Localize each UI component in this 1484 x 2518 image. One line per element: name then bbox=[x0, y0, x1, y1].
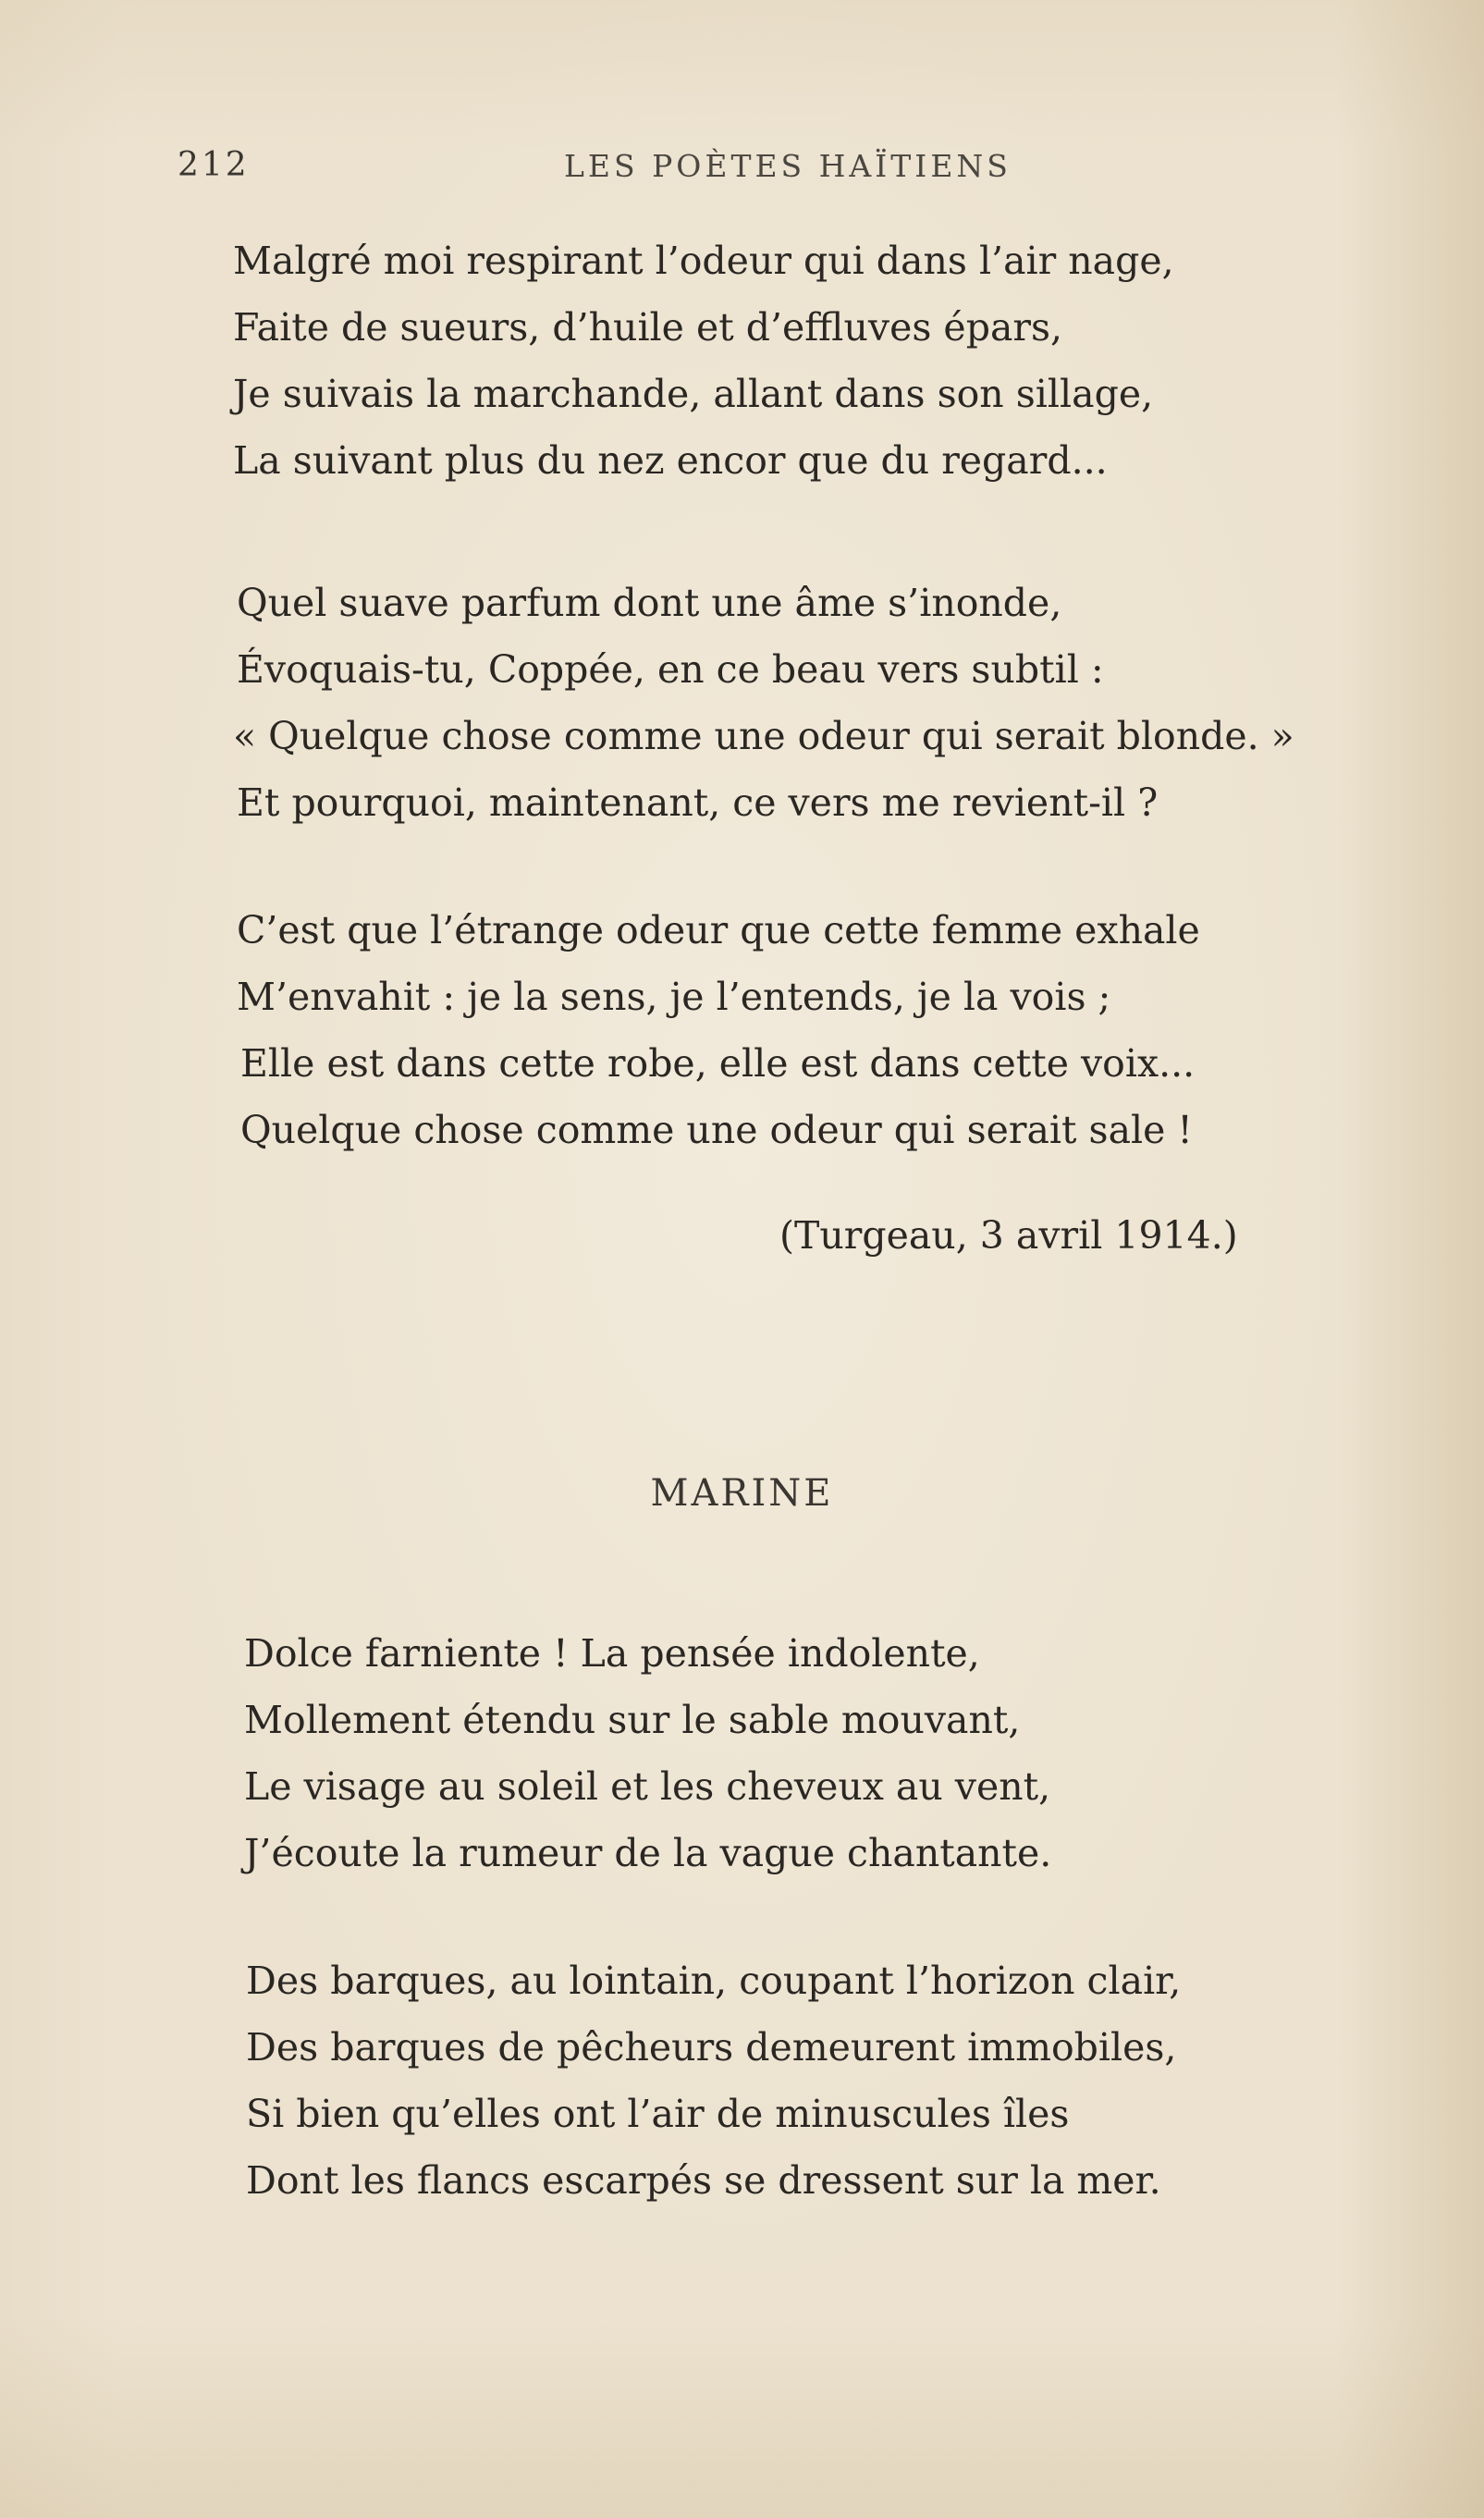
verse-line: J’écoute la rumeur de la vague chantante. bbox=[244, 1831, 1052, 1875]
verse-line: Dont les flancs escarpés se dressent sur la mer. bbox=[246, 2158, 1161, 2203]
verse-line: Faite de sueurs, d’huile et d’effluves épars, bbox=[233, 305, 1063, 350]
verse-line: Quelque chose comme une odeur qui serait sale ! bbox=[240, 1108, 1193, 1152]
verse-line: Des barques de pêcheurs demeurent immobiles, bbox=[246, 2025, 1177, 2070]
verse-line: Si bien qu’elles ont l’air de minuscules îles bbox=[246, 2092, 1070, 2136]
verse-line: Et pourquoi, maintenant, ce vers me revient-il ? bbox=[237, 780, 1159, 825]
verse-line: Dolce farniente ! La pensée indolente, bbox=[244, 1631, 980, 1676]
running-title: LES POÈTES HAÏTIENS bbox=[564, 148, 1012, 184]
verse-line: « Quelque chose comme une odeur qui serait blonde. » bbox=[233, 714, 1294, 758]
verse-line: Quel suave parfum dont une âme s’inonde, bbox=[237, 581, 1062, 625]
verse-line: Je suivais la marchande, allant dans son sillage, bbox=[233, 372, 1154, 416]
section-title: MARINE bbox=[650, 1472, 834, 1515]
verse-line: Évoquais-tu, Coppée, en ce beau vers subtil : bbox=[237, 647, 1104, 692]
page-number: 212 bbox=[178, 146, 250, 184]
verse-line: Elle est dans cette robe, elle est dans cette voix... bbox=[240, 1041, 1196, 1086]
poem-signature: (Turgeau, 3 avril 1914.) bbox=[779, 1213, 1238, 1258]
verse-line: C’est que l’étrange odeur que cette femme exhale bbox=[237, 908, 1200, 952]
verse-line: Des barques, au lointain, coupant l’horizon clair, bbox=[246, 1959, 1182, 2003]
verse-line: Malgré moi respirant l’odeur qui dans l’air nage, bbox=[233, 239, 1174, 283]
verse-line: La suivant plus du nez encor que du regard... bbox=[233, 438, 1108, 483]
verse-line: M’envahit : je la sens, je l’entends, je la vois ; bbox=[237, 975, 1111, 1019]
page-header bbox=[0, 146, 1484, 192]
verse-line: Mollement étendu sur le sable mouvant, bbox=[244, 1698, 1021, 1742]
verse-line: Le visage au soleil et les cheveux au vent, bbox=[244, 1764, 1051, 1809]
